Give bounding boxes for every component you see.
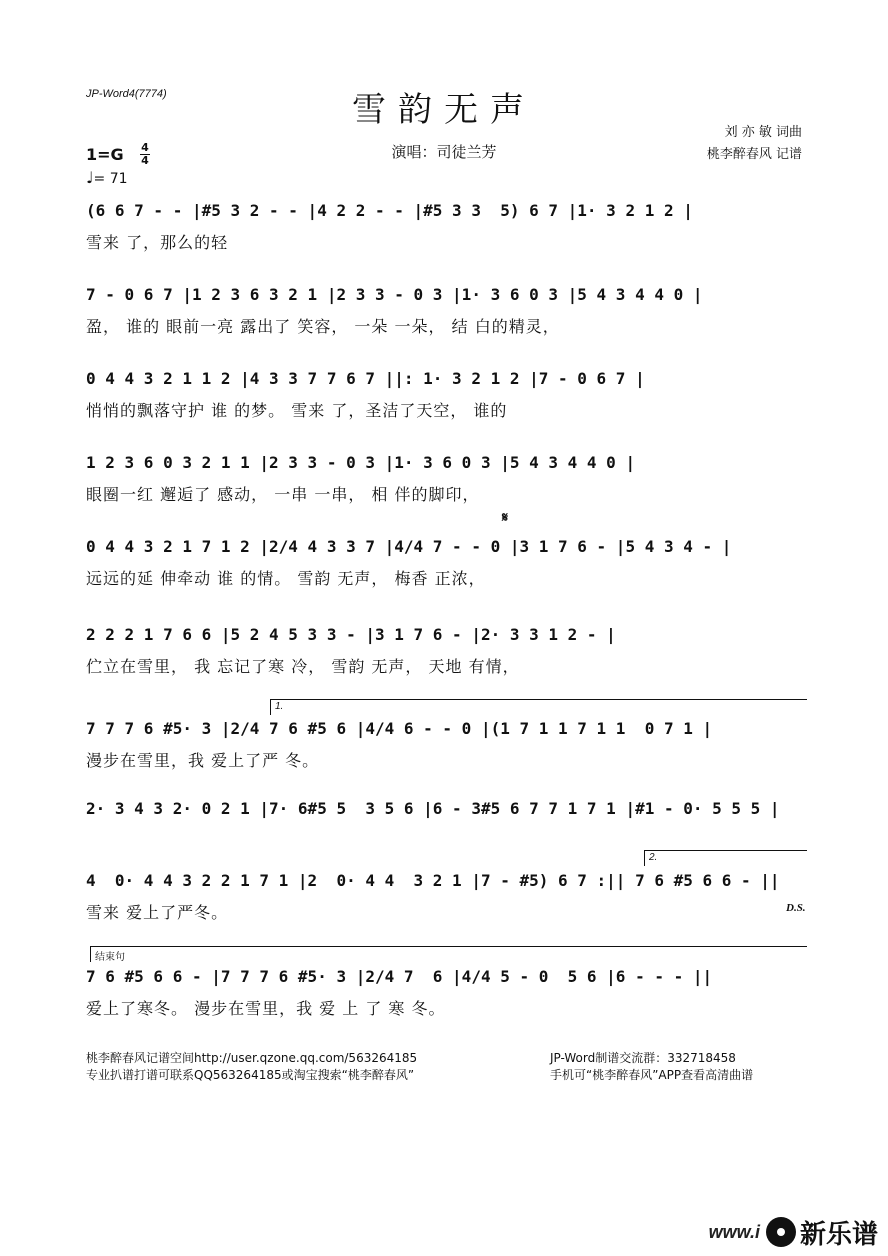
tempo-value: = 71 bbox=[93, 171, 128, 187]
tempo-marking bbox=[86, 168, 128, 187]
notation-line bbox=[86, 450, 806, 474]
ending-label: 结束句 bbox=[95, 952, 125, 963]
notation-text: 7 - 0 6 7 |1 2 3 6 3 2 1 |2 3 3 - 0 3 |1· 3 6 0 3 |5 4 3 4 4 0 | bbox=[86, 284, 703, 304]
footer-qzone-link[interactable]: 桃李醉春风记谱空间http://user.qzone.qq.com/563264185 bbox=[86, 1051, 418, 1065]
lyric-line: 远远的延 伸牵动 谁 的情。 雪韵 无声， 梅香 正浓， bbox=[86, 569, 486, 588]
footer-app: 手机可“桃李醉春风”APP查看高清曲谱 bbox=[550, 1068, 754, 1082]
volta-1-label: 1. bbox=[275, 701, 284, 712]
lyric-line: 雪来 爱上了严冬。 bbox=[86, 903, 229, 922]
notation-line bbox=[86, 534, 806, 558]
lyricist-composer: 刘 亦 敏 词曲 bbox=[724, 125, 802, 140]
notation-text: 1 2 3 6 0 3 2 1 1 |2 3 3 - 0 3 |1· 3 6 0 3 |5 4 3 4 4 0 | bbox=[86, 452, 636, 472]
lyric-line: 雪来 了，那么的轻 bbox=[86, 233, 229, 252]
quarter-note-icon: ♩ bbox=[86, 168, 94, 187]
site-watermark bbox=[709, 1214, 888, 1250]
notation-text: 0 4 4 3 2 1 1 2 |4 3 3 7 7 6 7 ||: 1· 3 2 1 2 |7 - 0 6 7 | bbox=[86, 368, 645, 388]
notation-line bbox=[86, 282, 806, 306]
notation-line bbox=[86, 366, 806, 390]
notation-text: 0 4 4 3 2 1 7 1 2 |2/4 4 3 3 7 |4/4 7 - - 0 |3 1 7 6 - |5 4 3 4 - | bbox=[86, 536, 732, 556]
second-ending-bracket bbox=[644, 850, 807, 866]
lyric-line: 悄悄的飘落守护 谁 的梦。 雪来 了，圣洁了天空， 谁的 bbox=[86, 401, 508, 420]
ds-marking: D.S. bbox=[786, 902, 806, 914]
time-sig-top: 4 bbox=[141, 141, 149, 154]
notation-text: 7 6 #5 6 6 - |7 7 7 6 #5· 3 |2/4 7 6 |4/4 5 - 0 5 6 |6 - - - || bbox=[86, 966, 713, 986]
notation-line bbox=[86, 198, 806, 222]
footer-contact: 专业扒谱打谱可联系QQ563264185或淘宝搜索“桃李醉春风” bbox=[86, 1068, 415, 1082]
notation-line bbox=[86, 868, 806, 892]
watermark-brand: 新乐谱 bbox=[799, 1219, 878, 1250]
notation-line bbox=[86, 964, 806, 988]
segno-icon: 𝄋 bbox=[502, 510, 509, 526]
footer-right bbox=[550, 1050, 753, 1084]
footer-qq-group: JP-Word制谱交流群：332718458 bbox=[550, 1051, 736, 1065]
singer-line: 演唱：司徒兰芳 bbox=[391, 143, 497, 161]
notation-line bbox=[86, 796, 806, 820]
first-ending-bracket bbox=[270, 699, 807, 715]
notation-line bbox=[86, 622, 806, 646]
key-signature: 1=G bbox=[86, 145, 124, 164]
lyric-line: 盈， 谁的 眼前一亮 露出了 笑容， 一朵 一朵， 结 白的精灵， bbox=[86, 317, 560, 336]
volta-2-label: 2. bbox=[649, 852, 658, 863]
lyric-line: 眼圈一红 邂逅了 感动， 一串 一串， 相 伴的脚印， bbox=[86, 485, 480, 504]
lyric-line: 伫立在雪里， 我 忘记了寒 冷， 雪韵 无声， 天地 有情， bbox=[86, 657, 520, 676]
lyric-line: 爱上了寒冬。 漫步在雪里，我 爱 上 了 寒 冬。 bbox=[86, 999, 446, 1018]
software-label: JP-Word4(7774) bbox=[86, 88, 167, 100]
song-title: 雪韵无声 bbox=[352, 90, 536, 130]
notation-text: 7 7 7 6 #5· 3 |2/4 7 6 #5 6 |4/4 6 - - 0 |(1 7 1 1 7 1 1 0 7 1 | bbox=[86, 718, 713, 738]
time-signature bbox=[140, 143, 150, 166]
notation-line bbox=[86, 716, 806, 740]
notation-text: (6 6 7 - - |#5 3 2 - - |4 2 2 - - |#5 3 3 5) 6 7 |1· 3 2 1 2 | bbox=[86, 200, 693, 220]
time-sig-bottom: 4 bbox=[141, 154, 149, 167]
notation-text: 2 2 2 1 7 6 6 |5 2 4 5 3 3 - |3 1 7 6 - |2· 3 3 1 2 - | bbox=[86, 624, 616, 644]
lyric-line: 漫步在雪里，我 爱上了严 冬。 bbox=[86, 751, 320, 770]
vinyl-disc-icon bbox=[766, 1217, 796, 1247]
footer-left bbox=[86, 1050, 417, 1084]
transcriber: 桃李醉春风 记谱 bbox=[706, 147, 802, 162]
watermark-url[interactable]: www.i bbox=[708, 1221, 760, 1242]
notation-text: 2· 3 4 3 2· 0 2 1 |7· 6#5 5 3 5 6 |6 - 3#5 6 7 7 1 7 1 |#1 - 0· 5 5 5 | bbox=[86, 798, 780, 818]
ending-bracket bbox=[90, 946, 807, 962]
notation-text: 4 0· 4 4 3 2 2 1 7 1 |2 0· 4 4 3 2 1 |7 - #5) 6 7 :|| 7 6 #5 6 6 - || bbox=[86, 870, 780, 890]
